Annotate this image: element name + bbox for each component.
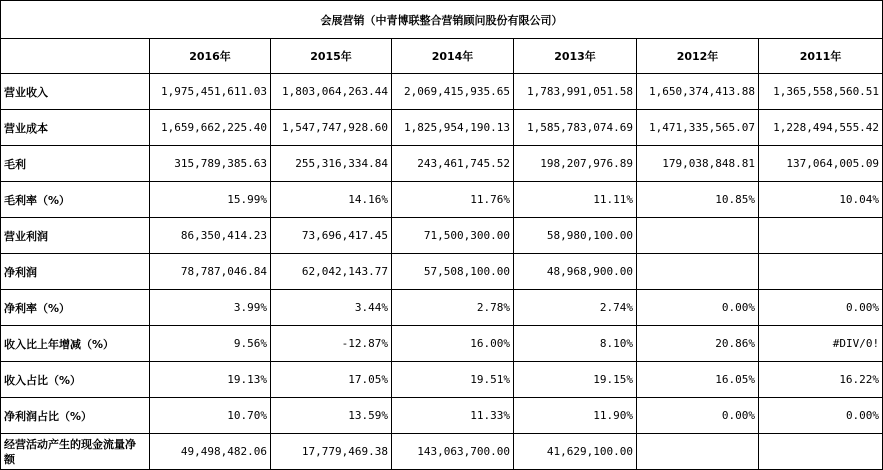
table-row	[1, 398, 883, 434]
value-cell: 0.00%	[759, 398, 883, 434]
row-label: 净利率（%）	[1, 290, 150, 326]
value-cell: 86,350,414.23	[150, 218, 271, 254]
value-cell: 11.11%	[514, 182, 637, 218]
value-cell	[637, 254, 759, 290]
row-label: 毛利率（%）	[1, 182, 150, 218]
value-cell: 1,228,494,555.42	[759, 110, 883, 146]
value-cell	[759, 254, 883, 290]
value-cell: 3.44%	[271, 290, 392, 326]
value-cell	[637, 434, 759, 470]
table-row	[1, 146, 883, 182]
value-cell: 198,207,976.89	[514, 146, 637, 182]
value-cell: 17.05%	[271, 362, 392, 398]
table-row	[1, 362, 883, 398]
value-cell: -12.87%	[271, 326, 392, 362]
year-header: 2013年	[514, 39, 637, 74]
value-cell: 78,787,046.84	[150, 254, 271, 290]
row-label: 营业收入	[1, 74, 150, 110]
value-cell: 19.15%	[514, 362, 637, 398]
value-cell: 11.90%	[514, 398, 637, 434]
value-cell: 3.99%	[150, 290, 271, 326]
year-header: 2012年	[637, 39, 759, 74]
value-cell: 16.00%	[392, 326, 514, 362]
value-cell: 2.74%	[514, 290, 637, 326]
value-cell: 49,498,482.06	[150, 434, 271, 470]
value-cell: 13.59%	[271, 398, 392, 434]
value-cell: 0.00%	[637, 290, 759, 326]
value-cell: 179,038,848.81	[637, 146, 759, 182]
value-cell: 58,980,100.00	[514, 218, 637, 254]
header-row	[1, 39, 883, 74]
value-cell: 57,508,100.00	[392, 254, 514, 290]
value-cell: 315,789,385.63	[150, 146, 271, 182]
value-cell: 11.76%	[392, 182, 514, 218]
row-label: 收入比上年增减（%）	[1, 326, 150, 362]
value-cell: 19.51%	[392, 362, 514, 398]
row-label: 净利润	[1, 254, 150, 290]
value-cell: 0.00%	[637, 398, 759, 434]
table-row	[1, 434, 883, 470]
value-cell: 0.00%	[759, 290, 883, 326]
value-cell: 1,650,374,413.88	[637, 74, 759, 110]
value-cell: 11.33%	[392, 398, 514, 434]
value-cell	[637, 218, 759, 254]
value-cell: 19.13%	[150, 362, 271, 398]
value-cell: 8.10%	[514, 326, 637, 362]
year-header: 2016年	[150, 39, 271, 74]
value-cell: 10.70%	[150, 398, 271, 434]
value-cell	[759, 434, 883, 470]
value-cell: 1,825,954,190.13	[392, 110, 514, 146]
year-header: 2014年	[392, 39, 514, 74]
value-cell: 14.16%	[271, 182, 392, 218]
table-title: 会展营销（中青博联整合营销顾问股份有限公司）	[1, 1, 883, 39]
value-cell: 16.05%	[637, 362, 759, 398]
value-cell: 17,779,469.38	[271, 434, 392, 470]
value-cell: 48,968,900.00	[514, 254, 637, 290]
value-cell: 2,069,415,935.65	[392, 74, 514, 110]
year-header: 2011年	[759, 39, 883, 74]
table-row	[1, 326, 883, 362]
value-cell: 16.22%	[759, 362, 883, 398]
value-cell: 71,500,300.00	[392, 218, 514, 254]
value-cell: 1,471,335,565.07	[637, 110, 759, 146]
value-cell: 62,042,143.77	[271, 254, 392, 290]
table-row	[1, 218, 883, 254]
value-cell: 255,316,334.84	[271, 146, 392, 182]
table-row	[1, 182, 883, 218]
table-row	[1, 254, 883, 290]
value-cell: 1,585,783,074.69	[514, 110, 637, 146]
row-label: 营业利润	[1, 218, 150, 254]
value-cell: 73,696,417.45	[271, 218, 392, 254]
table-row	[1, 74, 883, 110]
value-cell: 20.86%	[637, 326, 759, 362]
value-cell	[759, 218, 883, 254]
value-cell: 2.78%	[392, 290, 514, 326]
row-label: 毛利	[1, 146, 150, 182]
value-cell: 137,064,005.09	[759, 146, 883, 182]
value-cell: 1,803,064,263.44	[271, 74, 392, 110]
row-label: 收入占比（%）	[1, 362, 150, 398]
value-cell: 15.99%	[150, 182, 271, 218]
value-cell: #DIV/0!	[759, 326, 883, 362]
value-cell: 1,975,451,611.03	[150, 74, 271, 110]
value-cell: 9.56%	[150, 326, 271, 362]
row-label: 营业成本	[1, 110, 150, 146]
value-cell: 41,629,100.00	[514, 434, 637, 470]
table-row	[1, 110, 883, 146]
corner-cell	[1, 39, 150, 74]
value-cell: 1,783,991,051.58	[514, 74, 637, 110]
value-cell: 10.04%	[759, 182, 883, 218]
value-cell: 243,461,745.52	[392, 146, 514, 182]
table-row	[1, 290, 883, 326]
value-cell: 1,659,662,225.40	[150, 110, 271, 146]
value-cell: 1,365,558,560.51	[759, 74, 883, 110]
year-header: 2015年	[271, 39, 392, 74]
row-label: 经营活动产生的现金流量净额	[1, 434, 150, 470]
value-cell: 10.85%	[637, 182, 759, 218]
value-cell: 1,547,747,928.60	[271, 110, 392, 146]
value-cell: 143,063,700.00	[392, 434, 514, 470]
row-label: 净利润占比（%）	[1, 398, 150, 434]
